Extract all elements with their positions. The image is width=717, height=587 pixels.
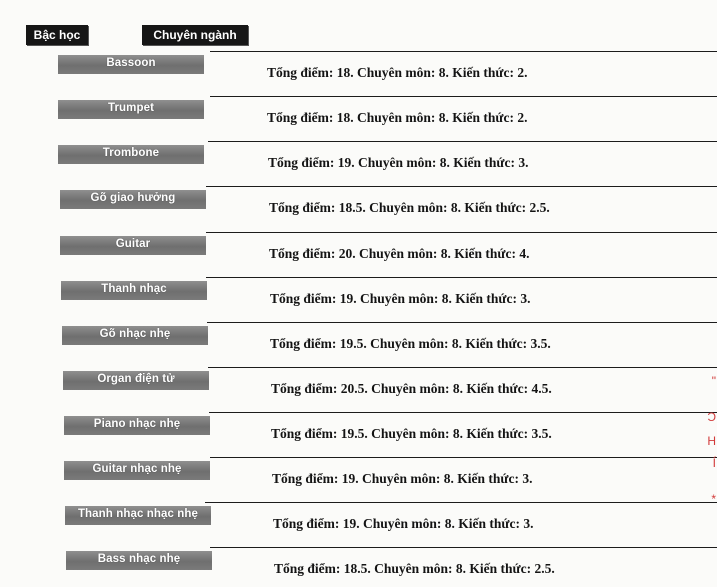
- knowledge-value: 3.5: [531, 426, 549, 441]
- score-text: Tổng điểm: 18.5. Chuyên môn: 8. Kiến thức: 2.5.: [269, 200, 550, 215]
- score-text: Tổng điểm: 19. Chuyên môn: 8. Kiến thức: 3.: [273, 516, 534, 531]
- knowledge-label: Kiến thức:: [455, 291, 518, 306]
- stamp-text: H: [707, 434, 716, 448]
- score-row: [0, 412, 717, 452]
- total-label: Tổng điểm:: [269, 246, 336, 261]
- total-value: 18: [336, 65, 351, 80]
- total-label: Tổng điểm:: [267, 65, 334, 80]
- row-divider: [210, 51, 717, 52]
- major-label: Gõ giao hưởng: [60, 190, 206, 209]
- major-label: Trumpet: [58, 100, 204, 119]
- knowledge-value: 2: [517, 65, 525, 80]
- knowledge-value: 4.5: [531, 381, 549, 396]
- knowledge-label: Kiến thức:: [452, 110, 515, 125]
- score-text: Tổng điểm: 18.5. Chuyên môn: 8. Kiến thức: 2.5.: [274, 561, 555, 576]
- knowledge-label: Kiến thức:: [466, 426, 529, 441]
- score-text: Tổng điểm: 19. Chuyên môn: 8. Kiến thức: 3.: [272, 471, 533, 486]
- specialty-label: Chuyên môn:: [374, 561, 453, 576]
- specialty-value: 8: [444, 516, 452, 531]
- total-label: Tổng điểm:: [272, 471, 339, 486]
- specialty-label: Chuyên môn:: [357, 65, 436, 80]
- score-row: [0, 232, 717, 272]
- row-divider: [206, 232, 717, 233]
- major-label: Organ điện tử: [63, 371, 209, 390]
- score-text: Tổng điểm: 19.5. Chuyên môn: 8. Kiến thức: 3.5.: [270, 336, 551, 351]
- knowledge-label: Kiến thức:: [469, 561, 532, 576]
- major-label: Guitar: [60, 236, 206, 255]
- specialty-value: 8: [455, 561, 463, 576]
- total-value: 18.5: [343, 561, 368, 576]
- total-value: 20: [338, 246, 353, 261]
- red-stamp-fragment: [703, 372, 717, 512]
- specialty-label: Chuyên môn:: [360, 291, 439, 306]
- specialty-value: 8: [441, 291, 449, 306]
- specialty-value: 8: [438, 65, 446, 80]
- total-value: 19.5: [339, 336, 364, 351]
- knowledge-value: 3: [523, 516, 531, 531]
- total-value: 20.5: [340, 381, 365, 396]
- row-divider: [206, 277, 717, 278]
- score-row: [0, 547, 717, 587]
- knowledge-value: 3: [520, 291, 528, 306]
- major-label: Bass nhạc nhẹ: [66, 551, 212, 570]
- stamp-text: Ɔ: [707, 410, 716, 424]
- knowledge-label: Kiến thức:: [454, 246, 517, 261]
- score-text: Tổng điểm: 18. Chuyên môn: 8. Kiến thức: 2.: [267, 110, 528, 125]
- score-row: [0, 502, 717, 542]
- total-label: Tổng điểm:: [269, 200, 336, 215]
- score-row: [0, 322, 717, 362]
- total-value: 18.5: [338, 200, 363, 215]
- knowledge-label: Kiến thức:: [458, 516, 521, 531]
- score-text: Tổng điểm: 18. Chuyên môn: 8. Kiến thức: 2.: [267, 65, 528, 80]
- knowledge-label: Kiến thức:: [465, 336, 528, 351]
- total-label: Tổng điểm:: [270, 336, 337, 351]
- specialty-label: Chuyên môn:: [357, 110, 436, 125]
- specialty-label: Chuyên môn:: [362, 471, 441, 486]
- score-text: Tổng điểm: 19.5. Chuyên môn: 8. Kiến thức: 3.5.: [271, 426, 552, 441]
- specialty-label: Chuyên môn:: [371, 381, 450, 396]
- total-label: Tổng điểm:: [270, 291, 337, 306]
- total-label: Tổng điểm:: [271, 426, 338, 441]
- total-value: 18: [336, 110, 351, 125]
- knowledge-value: 2.5: [534, 561, 552, 576]
- major-label: Trombone: [58, 145, 204, 164]
- level-header: Bậc học: [26, 25, 88, 45]
- score-text: Tổng điểm: 20. Chuyên môn: 8. Kiến thức: 4.: [269, 246, 530, 261]
- row-divider: [209, 412, 717, 413]
- specialty-label: Chuyên môn:: [371, 426, 450, 441]
- knowledge-label: Kiến thức:: [464, 200, 527, 215]
- knowledge-value: 2: [517, 110, 525, 125]
- row-divider: [205, 502, 717, 503]
- specialty-value: 8: [439, 155, 447, 170]
- knowledge-label: Kiến thức:: [466, 381, 529, 396]
- score-text: Tổng điểm: 19. Chuyên môn: 8. Kiến thức: 3.: [270, 291, 531, 306]
- score-row: [0, 96, 717, 136]
- knowledge-label: Kiến thức:: [452, 65, 515, 80]
- score-row: [0, 367, 717, 407]
- specialty-value: 8: [452, 381, 460, 396]
- major-label: Piano nhạc nhẹ: [64, 416, 210, 435]
- major-label: Thanh nhạc nhạc nhẹ: [65, 506, 211, 525]
- score-row: [0, 141, 717, 181]
- row-divider: [210, 457, 717, 458]
- total-label: Tổng điểm:: [271, 381, 338, 396]
- specialty-label: Chuyên môn:: [363, 516, 442, 531]
- specialty-label: Chuyên môn:: [359, 246, 438, 261]
- knowledge-value: 4: [519, 246, 527, 261]
- major-header: Chuyên ngành: [142, 25, 248, 45]
- total-label: Tổng điểm:: [273, 516, 340, 531]
- row-divider: [210, 96, 717, 97]
- score-row: [0, 186, 717, 226]
- total-value: 19: [341, 471, 356, 486]
- knowledge-label: Kiến thức:: [457, 471, 520, 486]
- specialty-label: Chuyên môn:: [369, 200, 448, 215]
- score-row: [0, 51, 717, 91]
- specialty-label: Chuyên môn:: [358, 155, 437, 170]
- knowledge-value: 2.5: [529, 200, 547, 215]
- total-label: Tổng điểm:: [274, 561, 341, 576]
- knowledge-value: 3.5: [530, 336, 548, 351]
- specialty-value: 8: [452, 426, 460, 441]
- total-value: 19.5: [340, 426, 365, 441]
- total-value: 19: [337, 155, 352, 170]
- knowledge-value: 3: [518, 155, 526, 170]
- specialty-value: 8: [438, 110, 446, 125]
- row-divider: [207, 322, 717, 323]
- major-label: Thanh nhạc: [61, 281, 207, 300]
- major-label: Bassoon: [58, 55, 204, 74]
- row-divider: [210, 547, 717, 548]
- stamp-text: Í: [712, 456, 716, 470]
- row-divider: [208, 367, 717, 368]
- knowledge-label: Kiến thức:: [453, 155, 516, 170]
- score-row: [0, 277, 717, 317]
- score-text: Tổng điểm: 19. Chuyên môn: 8. Kiến thức: 3.: [268, 155, 529, 170]
- specialty-label: Chuyên môn:: [370, 336, 449, 351]
- specialty-value: 8: [443, 471, 451, 486]
- major-label: Gõ nhạc nhẹ: [62, 326, 208, 345]
- row-divider: [206, 186, 717, 187]
- specialty-value: 8: [450, 200, 458, 215]
- major-label: Guitar nhạc nhẹ: [64, 461, 210, 480]
- total-value: 19: [339, 291, 354, 306]
- total-label: Tổng điểm:: [267, 110, 334, 125]
- row-divider: [208, 141, 717, 142]
- stamp-text: ": [711, 374, 716, 388]
- total-value: 19: [342, 516, 357, 531]
- score-text: Tổng điểm: 20.5. Chuyên môn: 8. Kiến thức: 4.5.: [271, 381, 552, 396]
- specialty-value: 8: [451, 336, 459, 351]
- stamp-text: *: [711, 492, 716, 506]
- score-row: [0, 457, 717, 497]
- knowledge-value: 3: [522, 471, 530, 486]
- specialty-value: 8: [440, 246, 448, 261]
- total-label: Tổng điểm:: [268, 155, 335, 170]
